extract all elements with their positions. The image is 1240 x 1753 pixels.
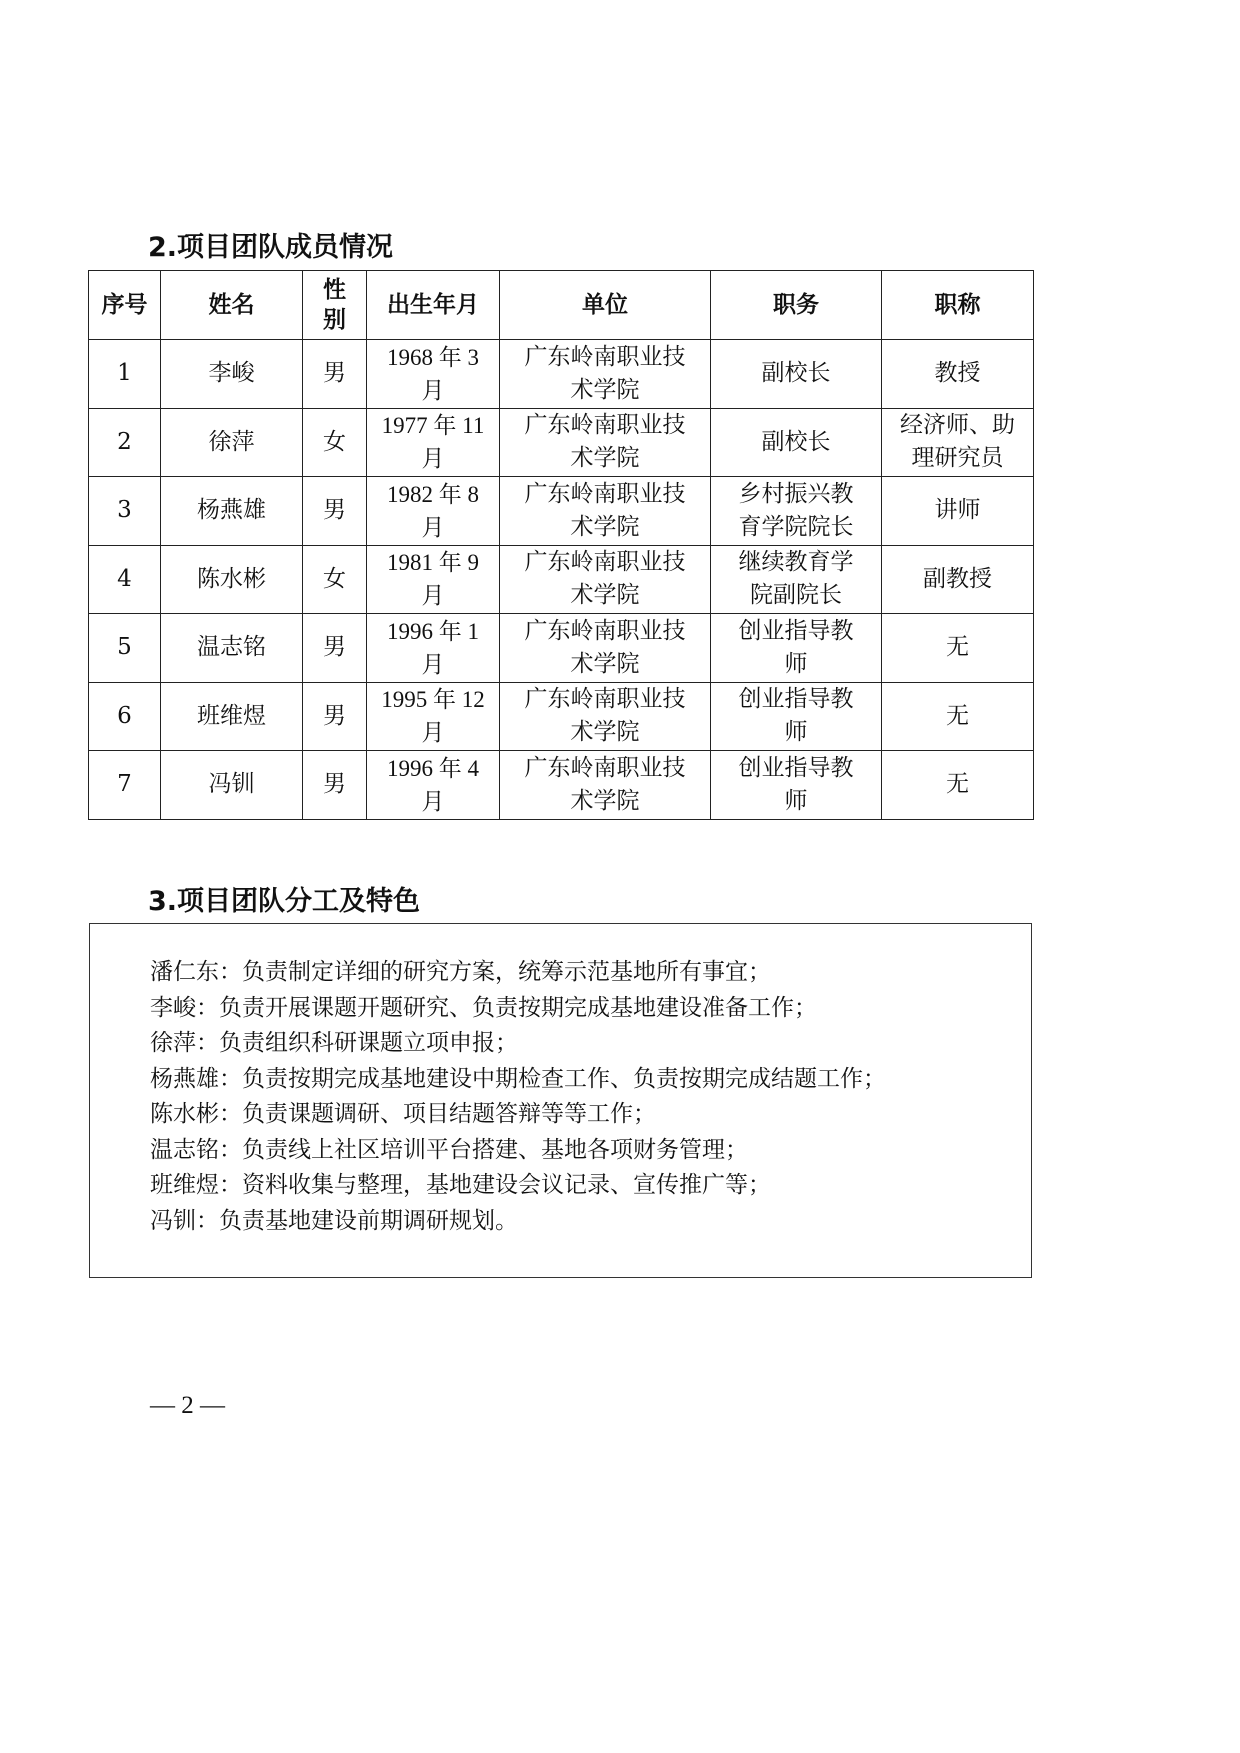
cell-title-line: 理研究员 [911,445,1004,472]
cell-title [882,751,1034,820]
division-line: 潘仁东：负责制定详细的研究方案，统筹示范基地所有事宜； [150,959,771,985]
division-line: 杨燕雄：负责按期完成基地建设中期检查工作、负责按期完成结题工作； [150,1065,886,1092]
cell-unit-line: 广东岭南职业技 [524,617,686,644]
cell-unit-line: 广东岭南职业技 [524,686,686,713]
division-line: 徐萍：负责组织科研课题立项申报； [150,1030,518,1056]
header-unit: 单位 [500,271,711,340]
table-body [89,340,1034,820]
cell-unit-line: 广东岭南职业技 [524,754,686,781]
cell-position-line: 师 [784,719,808,746]
cell-unit [500,545,711,614]
table-row [89,340,1034,409]
cell-position [711,477,882,546]
cell-birth [367,614,500,683]
cell-unit-line: 广东岭南职业技 [524,549,686,576]
header-position: 职务 [711,271,882,340]
cell-index: 7 [89,751,161,820]
cell-birth-line: 1977 年 11 [381,413,485,439]
cell-position-line: 副校长 [761,428,831,455]
cell-unit-line: 术学院 [570,445,640,472]
cell-position-line: 乡村振兴教 [738,480,854,507]
cell-index: 4 [89,545,161,614]
table-row [89,682,1034,751]
cell-title-line: 经济师、助 [900,412,1015,439]
cell-position-line: 创业指导教 [738,617,854,644]
cell-name: 徐萍 [161,408,303,477]
cell-unit [500,751,711,820]
cell-title-line: 无 [946,702,969,729]
cell-position [711,545,882,614]
cell-birth-line: 1982 年 8 [387,481,479,507]
cell-index: 2 [89,408,161,477]
cell-birth [367,751,500,820]
cell-unit [500,614,711,683]
cell-name: 杨燕雄 [161,477,303,546]
cell-title-line: 无 [946,771,969,798]
cell-position [711,751,882,820]
header-gender [303,271,367,340]
cell-unit-line: 术学院 [570,376,640,403]
cell-birth [367,682,500,751]
table-row [89,614,1034,683]
cell-name: 温志铭 [161,614,303,683]
cell-title [882,477,1034,546]
cell-birth-line: 月 [421,720,445,746]
division-line: 陈水彬：负责课题调研、项目结题答辩等等工作； [150,1101,656,1127]
cell-birth-line: 月 [421,583,445,609]
cell-position-line: 创业指导教 [738,754,854,781]
section-2-title: 2.项目团队成员情况 [148,232,394,263]
cell-index: 6 [89,682,161,751]
header-title: 职称 [882,271,1034,340]
cell-unit-line: 术学院 [570,582,640,609]
cell-unit-line: 术学院 [570,787,640,814]
cell-unit [500,340,711,409]
header-name: 姓名 [161,271,303,340]
cell-unit-line: 广东岭南职业技 [524,343,686,370]
table-row [89,408,1034,477]
cell-index: 1 [89,340,161,409]
cell-birth [367,545,500,614]
cell-unit-line: 术学院 [570,719,640,746]
cell-title [882,545,1034,614]
cell-title-line: 无 [946,634,969,661]
page-number: — 2 — [150,1392,225,1419]
cell-birth-line: 月 [421,377,445,403]
cell-unit [500,477,711,546]
cell-position-line: 创业指导教 [738,686,854,713]
header-gender-line: 性 [323,277,346,303]
cell-gender: 男 [303,751,367,820]
cell-gender: 男 [303,682,367,751]
table-row [89,751,1034,820]
cell-index: 5 [89,614,161,683]
cell-title [882,408,1034,477]
division-line: 班维煜：资料收集与整理，基地建设会议记录、宣传推广等； [150,1172,771,1198]
cell-title [882,340,1034,409]
cell-birth-line: 1968 年 3 [387,344,479,370]
cell-birth [367,408,500,477]
cell-birth-line: 月 [421,514,445,540]
table-row [89,477,1034,546]
cell-name: 班维煜 [161,682,303,751]
header-index: 序号 [89,271,161,340]
division-line: 冯钏：负责基地建设前期调研规划。 [150,1207,518,1234]
division-list [90,924,1031,1239]
team-members-table [88,270,1034,820]
table-row [89,545,1034,614]
cell-birth-line: 月 [421,651,445,677]
division-line: 李峻：负责开展课题开题研究、负责按期完成基地建设准备工作； [150,994,817,1021]
cell-gender: 男 [303,340,367,409]
cell-birth-line: 月 [421,446,445,472]
cell-birth [367,340,500,409]
cell-index: 3 [89,477,161,546]
cell-unit [500,408,711,477]
cell-unit-line: 广东岭南职业技 [524,480,686,507]
section-3-title: 3.项目团队分工及特色 [148,886,421,917]
table-header-row [89,271,1034,340]
cell-position-line: 院副院长 [750,582,842,609]
cell-unit-line: 术学院 [570,513,640,540]
cell-birth-line: 1996 年 1 [387,618,479,644]
division-line: 温志铭：负责线上社区培训平台搭建、基地各项财务管理； [150,1136,748,1163]
cell-gender: 男 [303,614,367,683]
cell-title-line: 讲师 [934,497,981,524]
cell-title [882,614,1034,683]
division-box [89,923,1032,1278]
cell-position-line: 师 [784,650,808,677]
cell-position-line: 副校长 [761,360,831,387]
cell-birth-line: 月 [421,788,445,814]
cell-position [711,614,882,683]
cell-gender: 女 [303,408,367,477]
cell-gender: 女 [303,545,367,614]
cell-title-line: 副教授 [923,565,992,592]
cell-gender: 男 [303,477,367,546]
cell-name: 李峻 [161,340,303,409]
cell-position [711,408,882,477]
cell-unit-line: 广东岭南职业技 [524,412,686,439]
cell-position [711,340,882,409]
cell-name: 陈水彬 [161,545,303,614]
header-birth: 出生年月 [367,271,500,340]
cell-position-line: 育学院院长 [738,513,854,540]
cell-unit-line: 术学院 [570,650,640,677]
cell-position-line: 师 [784,787,808,814]
cell-unit [500,682,711,751]
header-gender-line: 别 [323,307,346,333]
cell-name: 冯钏 [161,751,303,820]
cell-birth-line: 1996 年 4 [387,755,479,781]
cell-position-line: 继续教育学 [738,549,854,576]
cell-title [882,682,1034,751]
cell-birth-line: 1995 年 12 [381,687,485,713]
cell-birth [367,477,500,546]
cell-title-line: 教授 [934,360,981,387]
cell-birth-line: 1981 年 9 [387,550,479,576]
cell-position [711,682,882,751]
